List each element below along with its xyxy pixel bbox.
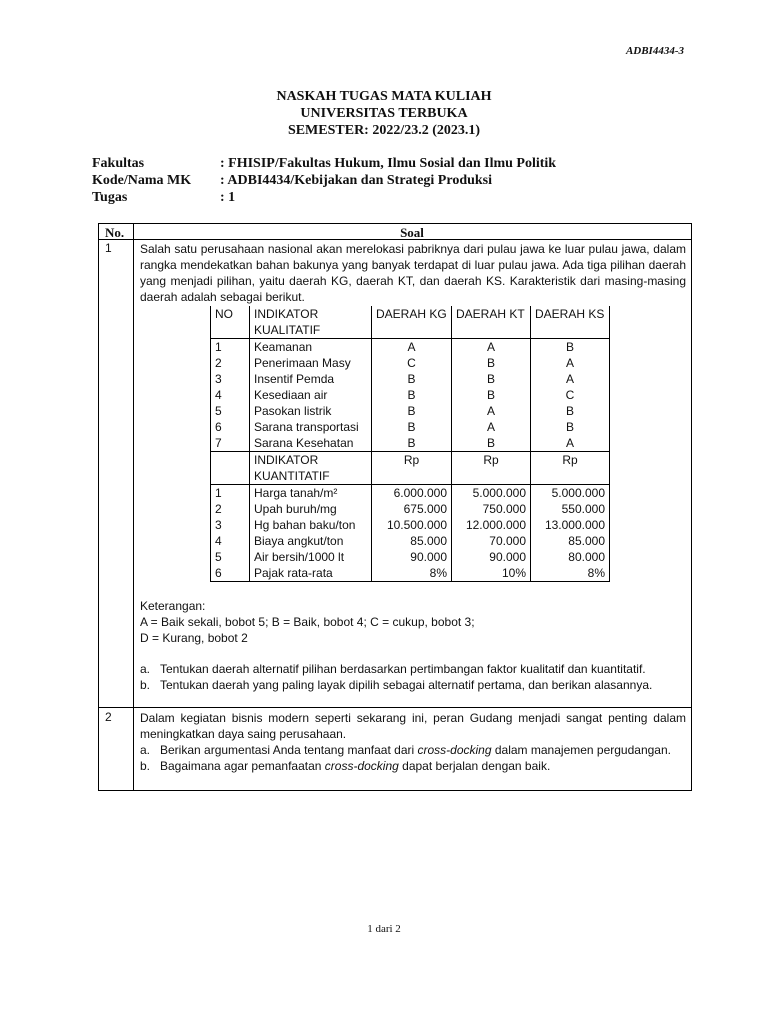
question-number-1: 1 [105, 241, 112, 255]
row-ks: 80.000 [531, 549, 610, 565]
table-row [211, 387, 610, 403]
row-kt: 90.000 [452, 549, 531, 565]
meta-value: : ADBI4434/Kebijakan dan Strategi Produksi [220, 173, 493, 188]
header-title: NASKAH TUGAS MATA KULIAH [276, 89, 492, 104]
row-indicator: Sarana Kesehatan [250, 435, 372, 452]
row-kg: 90.000 [372, 549, 452, 565]
row-ks: A [531, 435, 610, 452]
row-no: 6 [211, 419, 250, 435]
kuantitatif-header-indikator: INDIKATOR KUANTITATIF [250, 452, 372, 485]
row-no: 6 [211, 565, 250, 582]
row-no: 1 [211, 485, 250, 502]
row-kg: B [372, 435, 452, 452]
table-row [211, 371, 610, 387]
inner-table-header [211, 306, 610, 339]
row-indicator: Harga tanah/m² [250, 485, 372, 502]
row-ks: 550.000 [531, 501, 610, 517]
row-no: 5 [211, 549, 250, 565]
keterangan-line: A = Baik sekali, bobot 5; B = Baik, bobot 4; C = cukup, bobot 3; [140, 615, 475, 629]
keterangan [140, 598, 475, 646]
row-indicator: Keamanan [250, 339, 372, 356]
text-part: dapat berjalan dengan baik. [398, 759, 551, 773]
row-no: 2 [211, 501, 250, 517]
row-kt: A [452, 419, 531, 435]
row-kg: B [372, 371, 452, 387]
document-code: ADBI4434-3 [625, 45, 684, 57]
row-kg: C [372, 355, 452, 371]
header-university: UNIVERSITAS TERBUKA [300, 106, 468, 121]
row-ks: A [531, 355, 610, 371]
list-item [140, 677, 686, 693]
kuantitatif-header-kg: Rp [372, 452, 452, 485]
row-indicator: Pasokan listrik [250, 403, 372, 419]
question-1-tasks [140, 661, 686, 693]
row-kt: 12.000.000 [452, 517, 531, 533]
inner-header-indikator: INDIKATOR KUALITATIF [250, 306, 372, 339]
list-item [140, 661, 686, 677]
list-item [140, 742, 686, 758]
row-kt: B [452, 387, 531, 403]
table-row [211, 549, 610, 565]
row-no: 4 [211, 387, 250, 403]
row-kg: 10.500.000 [372, 517, 452, 533]
table-row [211, 517, 610, 533]
list-text [160, 742, 671, 758]
question-number-2: 2 [105, 710, 112, 724]
column-header-no: No. [105, 225, 125, 240]
document-header [0, 88, 768, 139]
meta-row-fakultas [92, 155, 556, 172]
row-indicator: Sarana transportasi [250, 419, 372, 435]
list-marker: a. [140, 743, 151, 757]
question-1-intro: Salah satu perusahaan nasional akan merelokasi pabriknya dari pulau jawa ke luar pulau jawa, dalam rangka mendekatkan bahan bakunya yang banyak terdapat di luar pulau jawa. Ada tiga pilihan daerah yang menjadi pilihan, yaitu daerah KG, daerah KT, dan daerah KS. Karakteristik dari masing-masing daerah adalah sebagai berikut. [140, 242, 686, 304]
row-indicator: Pajak rata-rata [250, 565, 372, 582]
row-no: 3 [211, 517, 250, 533]
row-indicator: Hg bahan baku/ton [250, 517, 372, 533]
row-kg: A [372, 339, 452, 356]
column-divider [133, 224, 134, 790]
row-no: 3 [211, 371, 250, 387]
row-kt: 70.000 [452, 533, 531, 549]
table-row [211, 355, 610, 371]
row-kg: 6.000.000 [372, 485, 452, 502]
row-ks: 8% [531, 565, 610, 582]
keterangan-line: D = Kurang, bobot 2 [140, 631, 248, 645]
question-divider [99, 707, 691, 708]
row-ks: B [531, 419, 610, 435]
table-row [211, 435, 610, 452]
inner-header-no: NO [211, 306, 250, 339]
term-cross-docking: cross-docking [417, 743, 492, 757]
inner-header-ks: DAERAH KS [531, 306, 610, 339]
row-kt: B [452, 371, 531, 387]
row-ks: 85.000 [531, 533, 610, 549]
column-header-soal: Soal [400, 225, 424, 240]
row-no: 2 [211, 355, 250, 371]
row-no: 1 [211, 339, 250, 356]
meta-row-course [92, 172, 556, 189]
row-kg: B [372, 403, 452, 419]
keterangan-title: Keterangan: [140, 599, 206, 613]
list-item [140, 758, 686, 774]
meta-row-tugas [92, 189, 556, 206]
question-2-tasks [140, 742, 686, 774]
row-ks: 13.000.000 [531, 517, 610, 533]
list-text: Tentukan daerah yang paling layak dipilih sebagai alternatif pertama, dan berikan alasannya. [160, 678, 653, 692]
list-marker: b. [140, 678, 151, 692]
row-kg: 8% [372, 565, 452, 582]
meta-key: Kode/Nama MK [92, 173, 192, 188]
row-kt: A [452, 339, 531, 356]
row-no: 7 [211, 435, 250, 452]
row-kg: B [372, 419, 452, 435]
text-part: dalam manajemen pergudangan. [491, 743, 671, 757]
kuantitatif-header-row [211, 452, 610, 485]
row-indicator: Biaya angkut/ton [250, 533, 372, 549]
meta-value: : FHISIP/Fakultas Hukum, Ilmu Sosial dan Ilmu Politik [220, 156, 557, 171]
list-marker: b. [140, 759, 151, 773]
table-row [211, 403, 610, 419]
row-ks: C [531, 387, 610, 403]
row-kt: 750.000 [452, 501, 531, 517]
header-semester: SEMESTER: 2022/23.2 (2023.1) [287, 123, 481, 138]
list-text [160, 758, 550, 774]
text-part: Berikan argumentasi Anda tentang manfaat dari [160, 743, 418, 757]
table-row [211, 419, 610, 435]
region-characteristics-table [210, 306, 610, 582]
kuantitatif-header-ks: Rp [531, 452, 610, 485]
list-text: Tentukan daerah alternatif pilihan berdasarkan pertimbangan faktor kualitatif dan kuantitatif. [160, 662, 646, 676]
term-cross-docking: cross-docking [324, 759, 399, 773]
table-row [211, 501, 610, 517]
meta-value: : 1 [220, 190, 236, 205]
text-part: Bagaimana agar pemanfaatan [160, 759, 325, 773]
table-row [211, 533, 610, 549]
questions-table [98, 223, 692, 791]
row-indicator: Upah buruh/mg [250, 501, 372, 517]
row-kg: 675.000 [372, 501, 452, 517]
row-indicator: Kesediaan air [250, 387, 372, 403]
row-ks: 5.000.000 [531, 485, 610, 502]
row-indicator: Penerimaan Masy [250, 355, 372, 371]
question-2-intro: Dalam kegiatan bisnis modern seperti sekarang ini, peran Gudang menjadi sangat penting dalam meningkatkan daya saing perusahaan. [140, 711, 686, 741]
row-kt: A [452, 403, 531, 419]
table-row [211, 339, 610, 356]
list-marker: a. [140, 662, 151, 676]
inner-header-kg: DAERAH KG [372, 306, 452, 339]
row-kt: B [452, 435, 531, 452]
table-row [211, 565, 610, 582]
meta-key: Tugas [92, 190, 128, 205]
row-kt: B [452, 355, 531, 371]
row-kt: 10% [452, 565, 531, 582]
row-ks: A [531, 371, 610, 387]
row-kg: B [372, 387, 452, 403]
row-no: 5 [211, 403, 250, 419]
row-ks: B [531, 403, 610, 419]
row-no: 4 [211, 533, 250, 549]
row-kt: 5.000.000 [452, 485, 531, 502]
table-row [211, 485, 610, 502]
row-indicator: Air bersih/1000 lt [250, 549, 372, 565]
row-no-empty [211, 452, 250, 485]
meta-key: Fakultas [92, 156, 145, 171]
inner-header-kt: DAERAH KT [452, 306, 531, 339]
row-kg: 85.000 [372, 533, 452, 549]
page-number: 1 dari 2 [367, 923, 401, 935]
kuantitatif-header-kt: Rp [452, 452, 531, 485]
row-ks: B [531, 339, 610, 356]
course-info [92, 155, 556, 206]
row-indicator: Insentif Pemda [250, 371, 372, 387]
